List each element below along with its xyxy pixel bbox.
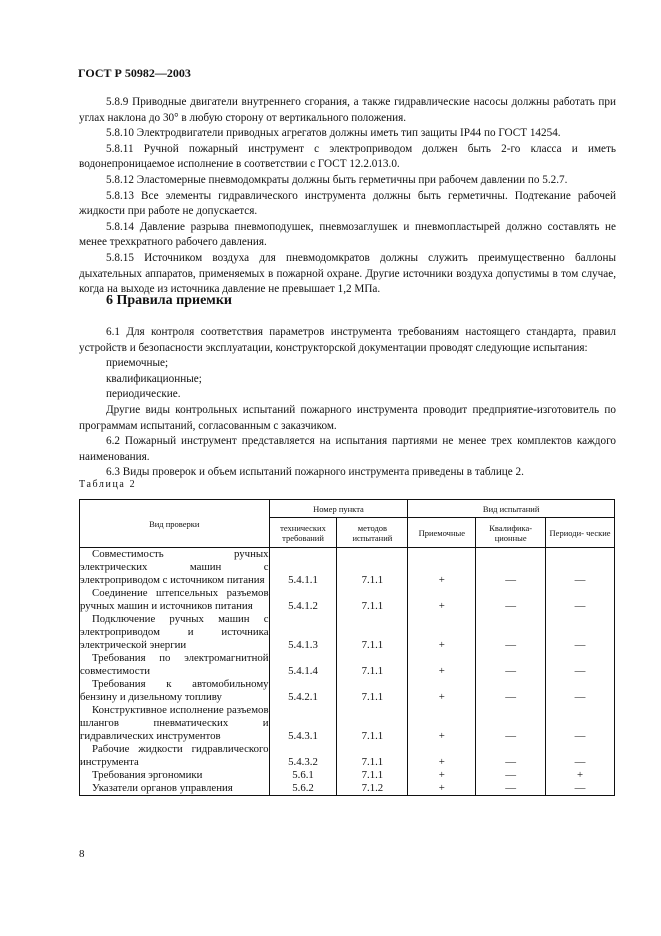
row-test-method: 7.1.1: [337, 587, 408, 613]
row-check-name: Подключение ручных машин с электроприводом и источника электрической энергии: [80, 613, 269, 651]
row-test-method: 7.1.1: [337, 743, 408, 769]
row-acceptance: +: [408, 652, 476, 678]
row-periodic: —: [546, 613, 615, 652]
row-acceptance: +: [408, 769, 476, 782]
row-tech-req: 5.6.1: [269, 769, 337, 782]
table-row: [80, 769, 615, 782]
row-acceptance: +: [408, 704, 476, 743]
row-periodic: +: [546, 769, 615, 782]
row-test-method: 7.1.1: [337, 613, 408, 652]
table-row: [80, 704, 615, 743]
row-qualification: —: [476, 613, 546, 652]
header-test-type: Вид испытаний: [408, 500, 615, 518]
paragraph-5-8-12: 5.8.12 Эластомерные пневмодомкраты должны быть герметичны при рабочем давлении по 5.2.7.: [106, 173, 568, 186]
paragraph-5-8-11: 5.8.11 Ручной пожарный инструмент с электроприводом должен быть 2-го класса и иметь водонепроницаемое исполнение в соответствии с ГОСТ 12.2.013.0.: [79, 142, 616, 171]
row-acceptance: +: [408, 743, 476, 769]
paragraph-6-3: 6.3 Виды проверок и объем испытаний пожарного инструмента приведены в таблице 2.: [106, 466, 524, 479]
row-qualification: —: [476, 652, 546, 678]
section-title: 6 Правила приемки: [106, 293, 232, 308]
row-tech-req: 5.4.1.4: [269, 652, 337, 678]
row-tech-req: 5.6.2: [269, 782, 337, 796]
row-periodic: —: [546, 652, 615, 678]
row-qualification: —: [476, 782, 546, 796]
row-periodic: —: [546, 782, 615, 796]
header-check-type: Вид проверки: [80, 500, 270, 548]
header-test-methods: методов испытаний: [337, 518, 408, 548]
row-test-method: 7.1.1: [337, 769, 408, 782]
list-item: периодические.: [106, 388, 181, 401]
paragraph-5-8-13: 5.8.13 Все элементы гидравлического инструмента должны быть герметичны. Подтекание рабочей жидкости при работе не допускается.: [79, 189, 616, 218]
row-check-name: Рабочие жидкости гидравлического инструмента: [80, 743, 269, 768]
paragraph-5-8-15: 5.8.15 Источником воздуха для пневмодомкратов должны служить преимущественно баллоны дыхательных аппаратов, применяемых в пожарной охране. Другие источники воздуха допустимы в том случае, когда на выходе из источника давление не превышает 1,2 МПа.: [79, 251, 616, 296]
table-row: [80, 743, 615, 769]
document-header: ГОСТ Р 50982—2003: [78, 66, 191, 80]
row-qualification: —: [476, 548, 546, 588]
row-test-method: 7.1.1: [337, 548, 408, 588]
table-caption: Таблица 2: [79, 479, 137, 490]
list-item: квалификационные;: [106, 372, 202, 385]
table-row: [80, 587, 615, 613]
section-body: [79, 325, 616, 481]
row-check-name: Требования эргономики: [92, 769, 203, 781]
paragraph-5-8-10: 5.8.10 Электродвигатели приводных агрегатов должны иметь тип защиты IP44 по ГОСТ 14254.: [106, 127, 561, 140]
row-acceptance: +: [408, 782, 476, 796]
row-periodic: —: [546, 548, 615, 588]
table-row: [80, 652, 615, 678]
row-check-name: Требования к автомобильному бензину и дизельному топливу: [80, 678, 269, 703]
row-tech-req: 5.4.1.1: [269, 548, 337, 588]
row-test-method: 7.1.2: [337, 782, 408, 796]
table-row: [80, 613, 615, 652]
row-test-method: 7.1.1: [337, 652, 408, 678]
row-acceptance: +: [408, 678, 476, 704]
row-qualification: —: [476, 704, 546, 743]
table-row: [80, 782, 615, 796]
row-qualification: —: [476, 678, 546, 704]
row-check-name: Совместимость ручных электрических машин с электроприводом с источником питания: [80, 548, 269, 586]
row-tech-req: 5.4.3.1: [269, 704, 337, 743]
row-acceptance: +: [408, 587, 476, 613]
header-acceptance: Приемочные: [408, 518, 476, 548]
row-test-method: 7.1.1: [337, 678, 408, 704]
row-check-name: Указатели органов управления: [92, 782, 233, 794]
row-check-name: Требования по электромагнитной совместимости: [80, 652, 269, 677]
row-qualification: —: [476, 769, 546, 782]
paragraph-other-tests: Другие виды контрольных испытаний пожарного инструмента проводит предприятие-изготовитель по программам испытаний, согласованным с заказчиком.: [79, 403, 616, 432]
row-acceptance: +: [408, 613, 476, 652]
header-item-number: Номер пункта: [269, 500, 408, 518]
row-check-name: Соединение штепсельных разъемов ручных машин и источников питания: [80, 587, 269, 612]
row-check-name: Конструктивное исполнение разъемов шлангов пневматических и гидравлических инструментов: [80, 704, 269, 742]
paragraph-5-8-14: 5.8.14 Давление разрыва пневмоподушек, пневмозаглушек и пневмопластырей должно составлять не менее трехкратного рабочего давления.: [79, 220, 616, 249]
paragraph-6-1: 6.1 Для контроля соответствия параметров инструмента требованиям настоящего стандарта, правил устройств и безопасности эксплуатации, конструкторской документации проводят следующие испытания:: [79, 326, 616, 354]
table-row: [80, 548, 615, 588]
paragraph-6-2: 6.2 Пожарный инструмент представляется на испытания партиями не менее трех комплектов каждого наименования.: [79, 435, 616, 463]
row-qualification: —: [476, 587, 546, 613]
page-number: 8: [79, 848, 85, 860]
row-tech-req: 5.4.2.1: [269, 678, 337, 704]
row-periodic: —: [546, 704, 615, 743]
paragraph-5-8-9: 5.8.9 Приводные двигатели внутреннего сгорания, а также гидравлические насосы должны работать при углах наклона до 30° в любую сторону от вертикального положения.: [79, 96, 616, 124]
list-item: приемочные;: [106, 357, 169, 370]
row-periodic: —: [546, 587, 615, 613]
header-periodic: Периоди- ческие: [546, 518, 615, 548]
header-tech-req: технических требований: [269, 518, 337, 548]
row-periodic: —: [546, 678, 615, 704]
row-tech-req: 5.4.1.3: [269, 613, 337, 652]
top-paragraphs: [79, 95, 616, 298]
row-tech-req: 5.4.3.2: [269, 743, 337, 769]
row-qualification: —: [476, 743, 546, 769]
row-acceptance: +: [408, 548, 476, 588]
tests-table: [79, 499, 615, 796]
row-tech-req: 5.4.1.2: [269, 587, 337, 613]
table-row: [80, 678, 615, 704]
header-qualification: Квалифика- ционные: [476, 518, 546, 548]
row-test-method: 7.1.1: [337, 704, 408, 743]
row-periodic: —: [546, 743, 615, 769]
